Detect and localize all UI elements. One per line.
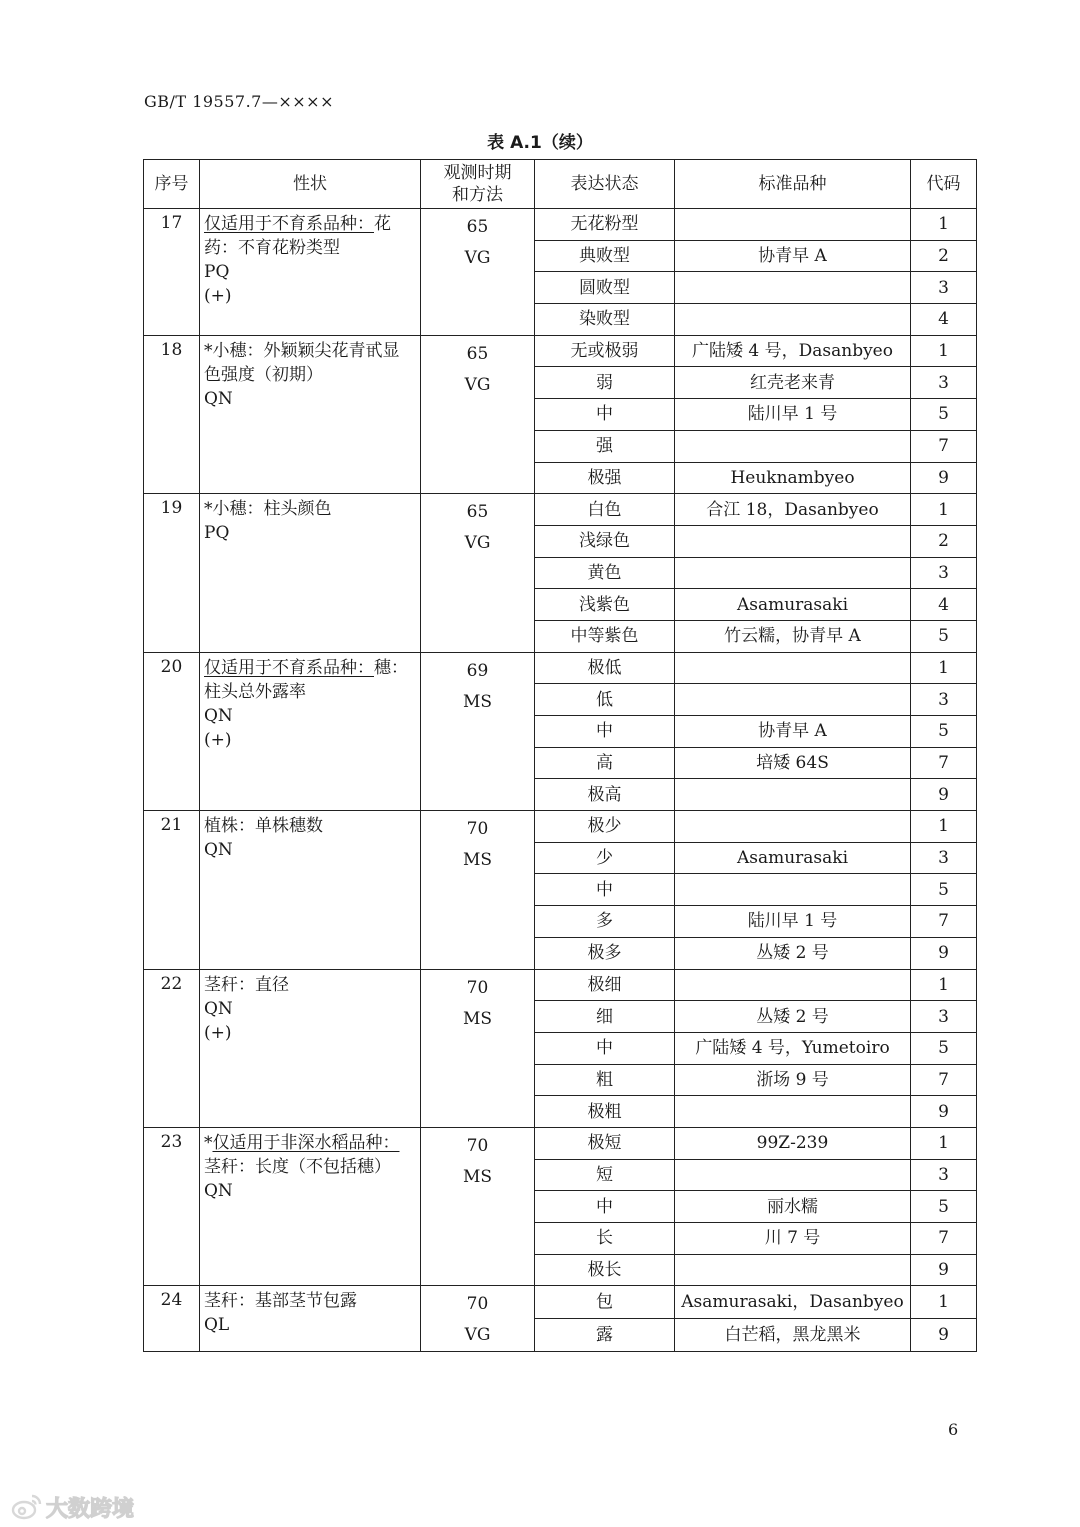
observation-stage-cell (421, 652, 535, 810)
example-variety-cell: 合江 18，Dasanbyeo (675, 494, 911, 526)
expression-state-cell: 极低 (535, 652, 675, 684)
note-code-cell: 3 (911, 367, 977, 399)
example-variety-cell: 竹云糯，协青早 A (675, 620, 911, 652)
expression-state-cell: 中 (535, 1032, 675, 1064)
page-number: 6 (948, 1420, 959, 1439)
trait-line: QL (204, 1315, 230, 1336)
note-code-cell: 1 (911, 811, 977, 843)
note-code-cell: 3 (911, 684, 977, 716)
example-variety-cell: 培矮 64S (675, 747, 911, 779)
stage-line: MS (462, 691, 493, 712)
expression-state-cell: 极强 (535, 462, 675, 494)
example-variety-cell (675, 525, 911, 557)
table-row (144, 1286, 977, 1319)
example-variety-cell: 丽水糯 (675, 1191, 911, 1223)
trait-line: QN (204, 1180, 233, 1201)
expression-state-cell: 中 (535, 716, 675, 748)
expression-state-cell: 少 (535, 842, 675, 874)
example-variety-cell: Asamurasaki (675, 589, 911, 621)
header-stage-line: 和方法 (452, 185, 503, 205)
expression-state-cell: 浅紫色 (535, 589, 675, 621)
trait-number-cell: 21 (144, 811, 200, 969)
header-trait: 性状 (200, 160, 421, 209)
trait-line: QN (204, 705, 233, 726)
expression-state-cell: 典败型 (535, 240, 675, 272)
stage-line: VG (464, 1325, 491, 1346)
stage-line: MS (462, 1008, 493, 1029)
expression-state-cell: 低 (535, 684, 675, 716)
example-variety-cell (675, 430, 911, 462)
expression-state-cell: 无或极弱 (535, 335, 675, 367)
trait-applicability-underline: 仅适用于非深水稻品种： (212, 1132, 400, 1153)
note-code-cell: 2 (911, 525, 977, 557)
example-variety-cell: 川 7 号 (675, 1223, 911, 1255)
expression-state-cell: 弱 (535, 367, 675, 399)
trait-number-cell: 19 (144, 494, 200, 652)
example-variety-cell: 广陆矮 4 号，Dasanbyeo (675, 335, 911, 367)
table-title: 表 A.1（续） (487, 133, 593, 153)
note-code-cell: 3 (911, 272, 977, 304)
example-variety-cell (675, 652, 911, 684)
trait-line: 茎秆：直径 (204, 974, 289, 995)
note-code-cell: 1 (911, 969, 977, 1001)
expression-state-cell: 无花粉型 (535, 209, 675, 241)
stage-line: 65 (466, 217, 489, 237)
example-variety-cell: 陆川早 1 号 (675, 906, 911, 938)
expression-state-cell: 长 (535, 1223, 675, 1255)
expression-state-cell: 极高 (535, 779, 675, 811)
expression-state-cell: 包 (535, 1286, 675, 1319)
table-row (144, 811, 977, 843)
table-row (144, 1127, 977, 1159)
trait-cell (200, 1286, 421, 1352)
note-code-cell: 9 (911, 462, 977, 494)
example-variety-cell (675, 1096, 911, 1128)
note-code-cell: 9 (911, 1096, 977, 1128)
trait-line: *小穗：柱头颜色 (204, 499, 332, 520)
expression-state-cell: 中 (535, 1191, 675, 1223)
observation-stage-cell (421, 335, 535, 493)
trait-line: 植株：单株穗数 (204, 816, 323, 837)
note-code-cell: 3 (911, 842, 977, 874)
spec-table (143, 159, 977, 1352)
trait-line: QN (204, 840, 233, 861)
note-code-cell: 5 (911, 874, 977, 906)
expression-state-cell: 浅绿色 (535, 525, 675, 557)
expression-state-cell: 高 (535, 747, 675, 779)
expression-state-cell: 黄色 (535, 557, 675, 589)
example-variety-cell: 红壳老来青 (675, 367, 911, 399)
example-variety-cell: 丛矮 2 号 (675, 937, 911, 969)
note-code-cell: 4 (911, 304, 977, 336)
example-variety-cell: 99Z-239 (675, 1127, 911, 1159)
note-code-cell: 9 (911, 1319, 977, 1352)
watermark (10, 1490, 150, 1524)
note-code-cell: 1 (911, 335, 977, 367)
example-variety-cell (675, 874, 911, 906)
note-code-cell: 3 (911, 1001, 977, 1033)
note-code-cell: 2 (911, 240, 977, 272)
stage-line: 65 (466, 502, 489, 523)
note-code-cell: 9 (911, 779, 977, 811)
trait-cell (200, 969, 421, 1127)
stage-line: 70 (466, 1135, 489, 1156)
note-code-cell: 1 (911, 652, 977, 684)
trait-cell (200, 1127, 421, 1285)
stage-line: MS (462, 1166, 493, 1187)
trait-line: *仅适用于非深水稻品种： (204, 1132, 400, 1153)
trait-line: 药：不育花粉类型 (204, 238, 340, 258)
example-variety-cell: Heuknambyeo (675, 462, 911, 494)
note-code-cell: 5 (911, 1191, 977, 1223)
expression-state-cell: 极长 (535, 1254, 675, 1286)
table-row (144, 969, 977, 1001)
trait-number-cell: 24 (144, 1286, 200, 1352)
trait-line-rest: 穗： (374, 657, 408, 678)
observation-stage-cell (421, 494, 535, 652)
trait-cell (200, 494, 421, 652)
stage-line: VG (464, 248, 491, 268)
table-row (144, 335, 977, 367)
expression-state-cell: 极短 (535, 1127, 675, 1159)
trait-cell (200, 652, 421, 810)
trait-line: (+) (204, 1022, 232, 1043)
note-code-cell: 4 (911, 589, 977, 621)
expression-state-cell: 中 (535, 399, 675, 431)
trait-line (204, 212, 418, 236)
stage-line: 65 (466, 343, 489, 364)
example-variety-cell: Asamurasaki，Dasanbyeo (675, 1286, 911, 1319)
trait-cell (200, 209, 421, 336)
example-variety-cell (675, 779, 911, 811)
expression-state-cell: 中等紫色 (535, 620, 675, 652)
expression-state-cell: 细 (535, 1001, 675, 1033)
expression-state-cell: 粗 (535, 1064, 675, 1096)
trait-applicability-underline: 仅适用于不育系品种： (204, 657, 374, 678)
example-variety-cell: 广陆矮 4 号，Yumetoiro (675, 1032, 911, 1064)
note-code-cell: 1 (911, 1286, 977, 1319)
trait-number-cell: 22 (144, 969, 200, 1127)
example-variety-cell (675, 272, 911, 304)
stage-line: 69 (466, 660, 489, 681)
example-variety-cell: 协青早 A (675, 716, 911, 748)
trait-number-cell: 18 (144, 335, 200, 493)
stage-line: 70 (466, 1294, 489, 1315)
expression-state-cell: 染败型 (535, 304, 675, 336)
trait-line: PQ (204, 523, 230, 544)
trait-cell (200, 811, 421, 969)
table-row (144, 494, 977, 526)
trait-line: 柱头总外露率 (204, 681, 306, 702)
trait-number-cell: 17 (144, 209, 200, 336)
stage-line: 70 (466, 977, 489, 998)
expression-state-cell: 极粗 (535, 1096, 675, 1128)
watermark-text: 大数跨境 (46, 1497, 135, 1522)
note-code-cell: 9 (911, 937, 977, 969)
example-variety-cell: 浙场 9 号 (675, 1064, 911, 1096)
expression-state-cell: 圆败型 (535, 272, 675, 304)
trait-number-cell: 20 (144, 652, 200, 810)
note-code-cell: 7 (911, 430, 977, 462)
note-code-cell: 1 (911, 209, 977, 241)
trait-line: 茎秆：长度（不包括穗） (204, 1156, 391, 1177)
expression-state-cell: 短 (535, 1159, 675, 1191)
expression-state-cell: 极细 (535, 969, 675, 1001)
header-code: 代码 (911, 160, 977, 209)
trait-line: (+) (204, 286, 232, 306)
note-code-cell: 5 (911, 1032, 977, 1064)
expression-state-cell: 强 (535, 430, 675, 462)
trait-line: (+) (204, 729, 232, 750)
trait-cell (200, 335, 421, 493)
example-variety-cell: 丛矮 2 号 (675, 1001, 911, 1033)
expression-state-cell: 多 (535, 906, 675, 938)
observation-stage-cell (421, 811, 535, 969)
note-code-cell: 5 (911, 399, 977, 431)
example-variety-cell (675, 1254, 911, 1286)
header-no: 序号 (144, 160, 200, 209)
trait-number-cell: 23 (144, 1127, 200, 1285)
example-variety-cell (675, 969, 911, 1001)
trait-line (204, 656, 418, 680)
trait-line: QN (204, 388, 233, 409)
example-variety-cell: 协青早 A (675, 240, 911, 272)
table-header-row (144, 160, 977, 209)
example-variety-cell (675, 557, 911, 589)
expression-state-cell: 极少 (535, 811, 675, 843)
trait-line: 茎秆：基部茎节包露 (204, 1291, 357, 1312)
note-code-cell: 1 (911, 494, 977, 526)
note-code-cell: 9 (911, 1254, 977, 1286)
note-code-cell: 7 (911, 1064, 977, 1096)
example-variety-cell (675, 304, 911, 336)
example-variety-cell (675, 684, 911, 716)
expression-state-cell: 白色 (535, 494, 675, 526)
document-code: GB/T 19557.7—×××× (144, 92, 334, 111)
weibo-logo-icon (13, 1496, 40, 1518)
stage-line: VG (464, 374, 491, 395)
expression-state-cell: 中 (535, 874, 675, 906)
trait-line-rest: 花 (374, 214, 391, 234)
trait-line: PQ (204, 262, 230, 282)
observation-stage-cell (421, 1286, 535, 1352)
note-code-cell: 7 (911, 906, 977, 938)
header-variety: 标准品种 (675, 160, 911, 209)
stage-line: VG (464, 533, 491, 554)
note-code-cell: 5 (911, 716, 977, 748)
expression-state-cell: 露 (535, 1319, 675, 1352)
note-code-cell: 3 (911, 557, 977, 589)
note-code-cell: 7 (911, 747, 977, 779)
header-state: 表达状态 (535, 160, 675, 209)
observation-stage-cell (421, 209, 535, 336)
table-row (144, 209, 977, 241)
note-code-cell: 1 (911, 1127, 977, 1159)
trait-applicability-underline: 仅适用于不育系品种： (204, 214, 374, 234)
example-variety-cell: 陆川早 1 号 (675, 399, 911, 431)
stage-line: MS (462, 850, 493, 871)
note-code-cell: 3 (911, 1159, 977, 1191)
example-variety-cell (675, 811, 911, 843)
trait-line: 色强度（初期） (204, 364, 323, 385)
header-stage (421, 160, 535, 209)
header-stage-line: 观测时期 (443, 163, 512, 183)
note-code-cell: 5 (911, 620, 977, 652)
stage-line: 70 (466, 819, 489, 840)
note-code-cell: 7 (911, 1223, 977, 1255)
example-variety-cell (675, 1159, 911, 1191)
observation-stage-cell (421, 969, 535, 1127)
expression-state-cell: 极多 (535, 937, 675, 969)
trait-line: *小穗：外颖颖尖花青甙显 (204, 340, 400, 361)
trait-line: QN (204, 998, 233, 1019)
observation-stage-cell (421, 1127, 535, 1285)
example-variety-cell: Asamurasaki (675, 842, 911, 874)
example-variety-cell (675, 209, 911, 241)
example-variety-cell: 白芒稻，黑龙黑米 (675, 1319, 911, 1352)
table-row (144, 652, 977, 684)
